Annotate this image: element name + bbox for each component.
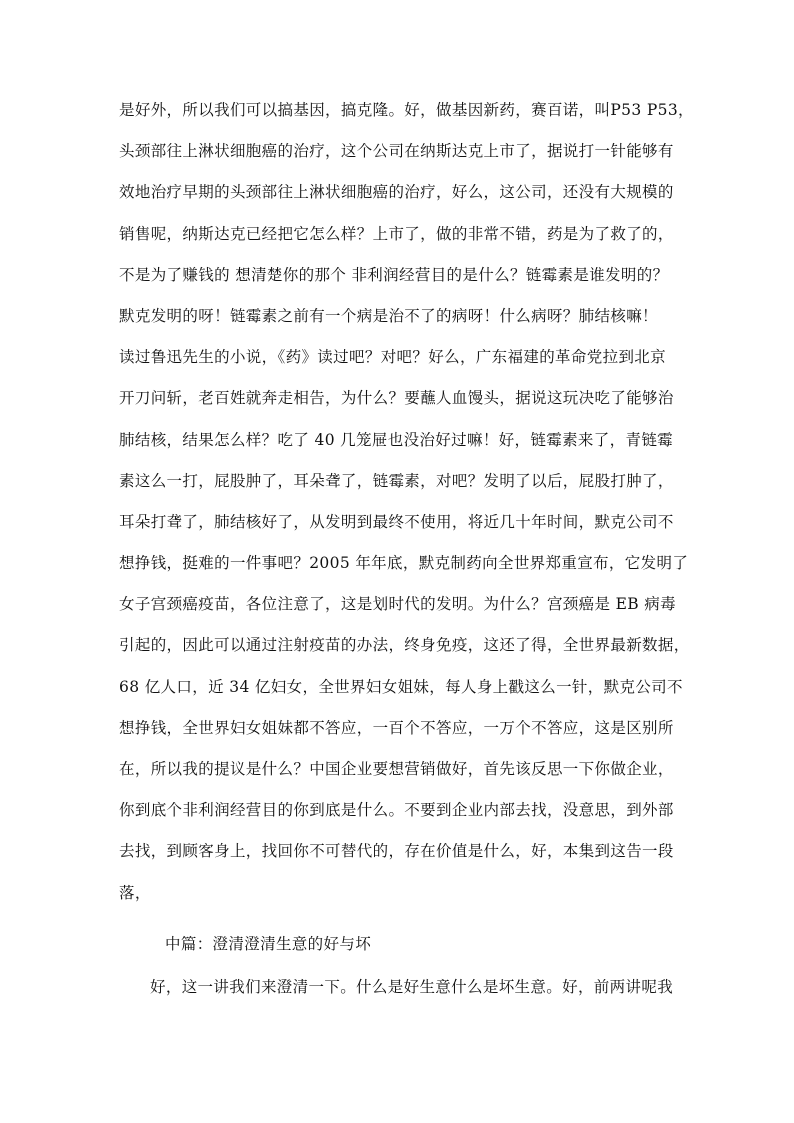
text-line-11: 耳朵打聋了，肺结核好了，从发明到最终不使用，将近几十年时间，默克公司不 bbox=[119, 512, 674, 531]
section-heading: 中篇：澄清澄清生意的好与坏 bbox=[165, 935, 372, 953]
paragraph-start: 好，这一讲我们来澄清一下。什么是好生意什么是坏生意。好，前两讲呢我 bbox=[150, 978, 674, 996]
text-line-9: 肺结核，结果怎么样？吃了 40 几笼屉也没治好过嘛！好，链霉素来了，青链霉 bbox=[119, 430, 674, 449]
text-line-18: 你到底个非利润经营目的你到底是什么。不要到企业内部去找，没意思，到外部 bbox=[119, 801, 674, 820]
text-line-15: 68 亿人口，近 34 亿妇女，全世界妇女姐妹，每人身上戳这么一针，默克公司不 bbox=[119, 677, 683, 696]
text-line-3: 效地治疗早期的头颈部往上淋状细胞癌的治疗，好么，这公司，还没有大规模的 bbox=[119, 183, 674, 202]
text-line-5: 不是为了赚钱的 想清楚你的那个 非利润经营目的是什么？链霉素是谁发明的？ bbox=[119, 265, 669, 284]
text-line-19: 去找，到顾客身上，找回你不可替代的，存在价值是什么，好，本集到这告一段 bbox=[119, 842, 674, 861]
text-line-13: 女子宫颈癌疫苗，各位注意了，这是划时代的发明。为什么？宫颈癌是 EB 病毒 bbox=[119, 595, 677, 614]
text-line-16: 想挣钱，全世界妇女姐妹都不答应，一百个不答应，一万个不答应，这是区别所 bbox=[119, 718, 674, 737]
text-line-6: 默克发明的呀！链霉素之前有一个病是治不了的病呀！什么病呀？肺结核嘛！ bbox=[119, 306, 658, 325]
text-line-8: 开刀问斩，老百姓就奔走相告，为什么？要蘸人血馒头，据说这玩决吃了能够治 bbox=[119, 389, 674, 408]
text-line-12: 想挣钱，挺难的一件事吧？2005 年年底，默克制药向全世界郑重宣布，它发明了 bbox=[119, 554, 689, 573]
text-line-10: 素这么一打，屁股肿了，耳朵聋了，链霉素，对吧？发明了以后，屁股打肿了， bbox=[119, 471, 674, 490]
text-line-4: 销售呢，纳斯达克已经把它怎么样？上市了，做的非常不错，药是为了救了的， bbox=[119, 224, 674, 243]
body-text bbox=[119, 100, 694, 924]
text-line-14: 引起的，因此可以通过注射疫苗的办法，终身免疫，这还了得，全世界最新数据， bbox=[119, 636, 690, 655]
text-line-17: 在，所以我的提议是什么？中国企业要想营销做好，首先该反思一下你做企业， bbox=[119, 760, 674, 778]
text-line-7: 读过鲁迅先生的小说，《药》读过吧？对吧？好么，广东福建的革命党拉到北京 bbox=[119, 348, 667, 367]
text-line-2: 头颈部往上淋状细胞癌的治疗，这个公司在纳斯达克上市了，据说打一针能够有 bbox=[119, 142, 674, 161]
text-line-20: 落， bbox=[119, 883, 151, 902]
text-line-1: 是好外，所以我们可以搞基因，搞克隆。好，做基因新药，赛百诺，叫P53 P53， bbox=[119, 101, 694, 119]
